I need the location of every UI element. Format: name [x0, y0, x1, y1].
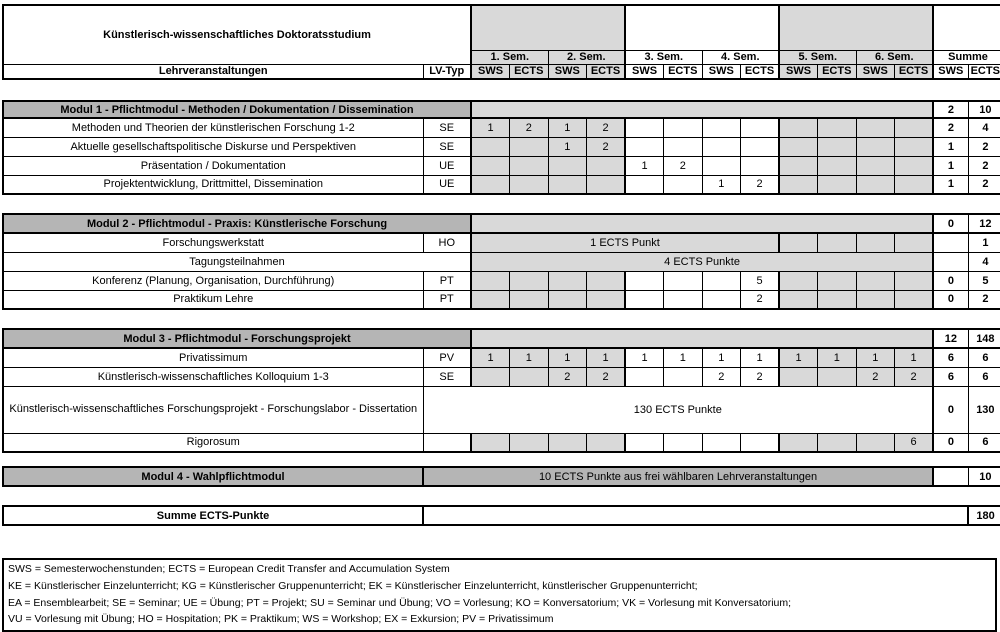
ects-note-cell: 4 ECTS Punkte [471, 252, 933, 271]
sum-ects-cell: 2 [968, 156, 1000, 175]
sem-cell [471, 156, 510, 175]
sem-cell [741, 156, 780, 175]
sem-cell [818, 433, 857, 452]
sem-cell [818, 233, 857, 252]
sum-ects-cell: 5 [968, 271, 1000, 290]
sem-cell: 1 [779, 348, 818, 367]
sem-cell [548, 271, 587, 290]
course-name-cell: Künstlerisch-wissenschaftliches Forschungsprojekt - Forschungslabor - Dissertation [3, 386, 423, 433]
sem-group-block-3-4 [625, 5, 779, 50]
summe-header: Summe [933, 50, 1000, 64]
table-row [3, 175, 1000, 194]
sem-cell [510, 156, 549, 175]
sum-sws-cell [933, 252, 968, 271]
sum-sws-cell: 6 [933, 348, 968, 367]
sem-cell [895, 233, 934, 252]
sum-sws-cell [933, 233, 968, 252]
page-title: Künstlerisch-wissenschaftliches Doktoratsstudium [3, 5, 471, 64]
sem-cell: 2 [741, 175, 780, 194]
total-ects-cell: 180 [968, 506, 1000, 525]
sem-cell [779, 433, 818, 452]
lv-typ-cell: PV [423, 348, 471, 367]
sem-group-block-5-6 [779, 5, 933, 50]
sem-cell [625, 271, 664, 290]
sem-cell [779, 156, 818, 175]
sem-cell: 1 [471, 118, 510, 137]
sem-cell: 2 [856, 367, 895, 386]
sem-cell: 1 [818, 348, 857, 367]
sem-cell [895, 175, 934, 194]
table-row [3, 386, 1000, 433]
sum-sws-cell: 1 [933, 156, 968, 175]
table-row [3, 348, 1000, 367]
sem-cell [625, 433, 664, 452]
course-name-cell: Forschungswerkstatt [3, 233, 423, 252]
sem-cell [895, 156, 934, 175]
sum-sws-cell: 0 [933, 433, 968, 452]
sws-header: SWS [779, 64, 818, 79]
sem-cell [741, 118, 780, 137]
course-name-cell: Methoden und Theorien der künstlerischen Forschung 1-2 [3, 118, 423, 137]
course-name-cell: Künstlerisch-wissenschaftliches Kolloquium 1-3 [3, 367, 423, 386]
sws-header: SWS [471, 64, 510, 79]
ects-header: ECTS [895, 64, 934, 79]
sem-cell [818, 118, 857, 137]
sum-sws-cell: 6 [933, 367, 968, 386]
sem-cell [510, 271, 549, 290]
sem-cell: 1 [510, 348, 549, 367]
sem-cell [779, 290, 818, 309]
sem-cell: 1 [548, 118, 587, 137]
sem-cell [471, 433, 510, 452]
sem-cell [548, 290, 587, 309]
table-row [3, 118, 1000, 137]
sem-cell [587, 175, 626, 194]
module-header-filler [471, 214, 933, 233]
sem-cell: 1 [625, 348, 664, 367]
legend-line: VU = Vorlesung mit Übung; HO = Hospitation; PK = Praktikum; WS = Workshop; EX = Exkursion; PV = Privatissimum [8, 613, 554, 626]
course-name-cell: Praktikum Lehre [3, 290, 423, 309]
sum-ects-cell: 1 [968, 233, 1000, 252]
sum-sws-cell: 0 [933, 386, 968, 433]
sem-cell [702, 137, 741, 156]
course-name-cell: Privatissimum [3, 348, 423, 367]
sem-cell: 2 [510, 118, 549, 137]
sem-cell [471, 367, 510, 386]
sem-cell [856, 118, 895, 137]
sem-group-block-1-2 [471, 5, 625, 50]
ects-note-cell: 10 ECTS Punkte aus frei wählbaren Lehrveranstaltungen [423, 467, 933, 486]
sem-cell [895, 290, 934, 309]
sem-cell [856, 175, 895, 194]
sem-header-1: 1. Sem. [471, 50, 548, 64]
sem-cell [587, 433, 626, 452]
lv-typ-cell: PT [423, 271, 471, 290]
course-name-cell: Projektentwicklung, Drittmittel, Dissemination [3, 175, 423, 194]
ects-header: ECTS [664, 64, 703, 79]
table-row [3, 271, 1000, 290]
sem-cell [779, 118, 818, 137]
lv-typ-cell: SE [423, 118, 471, 137]
sum-sws-cell: 1 [933, 175, 968, 194]
modul-1-table [2, 100, 1000, 195]
sem-cell: 2 [587, 137, 626, 156]
sem-cell [779, 137, 818, 156]
modul-2-table [2, 213, 1000, 310]
course-name-cell: Tagungsteilnahmen [3, 252, 471, 271]
sem-cell [664, 367, 703, 386]
sem-cell: 2 [548, 367, 587, 386]
sem-cell: 6 [895, 433, 934, 452]
sem-cell: 2 [741, 367, 780, 386]
sem-cell [510, 137, 549, 156]
sem-cell: 1 [625, 156, 664, 175]
course-name-cell: Aktuelle gesellschaftspolitische Diskurse und Perspektiven [3, 137, 423, 156]
module-total-sws: 0 [933, 214, 968, 233]
sem-cell [779, 233, 818, 252]
module-total-ects: 148 [968, 329, 1000, 348]
sum-sws-cell: 0 [933, 271, 968, 290]
sem-cell [895, 271, 934, 290]
sem-cell [818, 367, 857, 386]
sws-header: SWS [856, 64, 895, 79]
sem-cell [779, 271, 818, 290]
sem-cell [510, 175, 549, 194]
legend-line: SWS = Semesterwochenstunden; ECTS = European Credit Transfer and Accumulation System [8, 563, 450, 575]
sem-cell [856, 290, 895, 309]
sem-cell [471, 137, 510, 156]
sem-cell [548, 433, 587, 452]
column-header-lv-typ: LV-Typ [423, 64, 471, 79]
sem-cell [895, 118, 934, 137]
course-name-cell: Präsentation / Dokumentation [3, 156, 423, 175]
sum-ects-cell: 6 [968, 367, 1000, 386]
sem-header-5: 5. Sem. [779, 50, 856, 64]
table-row [3, 252, 1000, 271]
sem-cell: 2 [587, 118, 626, 137]
sem-cell [625, 367, 664, 386]
sem-cell [625, 290, 664, 309]
sws-header: SWS [702, 64, 741, 79]
module-title-cell: Modul 3 - Pflichtmodul - Forschungsprojekt [3, 329, 471, 348]
sem-cell: 2 [702, 367, 741, 386]
sum-ects-cell: 2 [968, 290, 1000, 309]
sem-cell [587, 156, 626, 175]
sem-cell [702, 433, 741, 452]
legend-line: EA = Ensemblearbeit; SE = Seminar; UE = Übung; PT = Projekt; SU = Seminar und Übung; VO = Vorlesung; KO = Konversatorium; VK = Vorlesung mit Konversatorium; [8, 596, 792, 609]
ects-header: ECTS [741, 64, 780, 79]
sem-cell [664, 290, 703, 309]
sws-header: SWS [625, 64, 664, 79]
lv-typ-cell: PT [423, 290, 471, 309]
sem-cell [625, 175, 664, 194]
sem-cell: 1 [587, 348, 626, 367]
ects-header: ECTS [818, 64, 857, 79]
sem-cell [818, 271, 857, 290]
sem-header-2: 2. Sem. [548, 50, 625, 64]
sem-cell [471, 271, 510, 290]
sem-cell [625, 118, 664, 137]
sum-ects-cell: 4 [968, 118, 1000, 137]
module-title-cell: Modul 4 - Wahlpflichtmodul [3, 467, 423, 486]
sem-cell [471, 290, 510, 309]
sem-cell [548, 156, 587, 175]
sem-cell [471, 175, 510, 194]
sem-cell: 2 [741, 290, 780, 309]
sum-ects-cell: 130 [968, 386, 1000, 433]
sem-cell [587, 290, 626, 309]
sem-cell [741, 433, 780, 452]
sem-cell: 1 [548, 137, 587, 156]
sem-cell [818, 156, 857, 175]
sem-cell: 1 [702, 175, 741, 194]
ects-header: ECTS [587, 64, 626, 79]
module-total-sws: 2 [933, 101, 968, 118]
sws-header: SWS [933, 64, 968, 79]
course-name-cell: Konferenz (Planung, Organisation, Durchführung) [3, 271, 423, 290]
table-row [3, 156, 1000, 175]
sem-header-3: 3. Sem. [625, 50, 702, 64]
sem-cell [510, 433, 549, 452]
legend-box [2, 558, 997, 632]
sem-cell [702, 118, 741, 137]
modul-4-table [2, 466, 1000, 487]
sem-cell: 2 [895, 367, 934, 386]
modul-3-table [2, 328, 1000, 453]
sum-ects-cell: 2 [968, 175, 1000, 194]
module-header-filler [471, 101, 933, 118]
sem-cell [818, 175, 857, 194]
table-row [3, 137, 1000, 156]
sem-cell [510, 367, 549, 386]
ects-header: ECTS [510, 64, 549, 79]
sem-cell [856, 233, 895, 252]
sem-cell: 1 [702, 348, 741, 367]
sem-cell [664, 137, 703, 156]
sem-cell [664, 433, 703, 452]
sum-sws-cell: 0 [933, 290, 968, 309]
sem-cell [818, 290, 857, 309]
sum-ects-cell: 4 [968, 252, 1000, 271]
total-row-table [2, 505, 1000, 526]
table-row [3, 233, 1000, 252]
sem-cell: 1 [471, 348, 510, 367]
lv-typ-cell: SE [423, 367, 471, 386]
sem-cell: 1 [548, 348, 587, 367]
total-label-cell: Summe ECTS-Punkte [3, 506, 423, 525]
sem-cell: 1 [856, 348, 895, 367]
sem-cell [779, 175, 818, 194]
sum-sws-cell [933, 467, 968, 486]
sem-cell [856, 271, 895, 290]
sem-cell: 1 [741, 348, 780, 367]
sem-cell [856, 156, 895, 175]
module-title-cell: Modul 1 - Pflichtmodul - Methoden / Dokumentation / Dissemination [3, 101, 471, 118]
sum-sws-cell: 2 [933, 118, 968, 137]
sem-cell [702, 290, 741, 309]
lv-typ-cell: HO [423, 233, 471, 252]
sem-cell: 2 [587, 367, 626, 386]
ects-note-cell: 130 ECTS Punkte [423, 386, 933, 433]
module-total-ects: 12 [968, 214, 1000, 233]
sem-header-4: 4. Sem. [702, 50, 779, 64]
sem-cell [741, 137, 780, 156]
ects-note-cell: 1 ECTS Punkt [471, 233, 779, 252]
module-header-filler [471, 329, 933, 348]
legend-line: KE = Künstlerischer Einzelunterricht; KG = Künstlerischer Gruppenunterricht; EK = Künstlerischer Einzelunterricht, künstlerischer Gruppenunterricht; [8, 579, 698, 592]
table-row [3, 290, 1000, 309]
sem-cell [895, 137, 934, 156]
sem-cell: 5 [741, 271, 780, 290]
sem-cell [664, 271, 703, 290]
sum-ects-cell: 6 [968, 433, 1000, 452]
lv-typ-cell: UE [423, 156, 471, 175]
sws-header: SWS [548, 64, 587, 79]
ects-header: ECTS [968, 64, 1000, 79]
sem-cell [818, 137, 857, 156]
sem-cell [625, 137, 664, 156]
sum-ects-cell: 10 [968, 467, 1000, 486]
column-header-lehrveranstaltungen: Lehrveranstaltungen [3, 64, 423, 79]
header-table [2, 4, 1000, 80]
sem-cell [702, 271, 741, 290]
summe-group-block [933, 5, 1000, 50]
sem-cell: 1 [664, 348, 703, 367]
table-row [3, 367, 1000, 386]
sem-cell: 2 [664, 156, 703, 175]
sem-cell [664, 175, 703, 194]
lv-typ-cell: UE [423, 175, 471, 194]
sem-cell [587, 271, 626, 290]
sem-cell [779, 367, 818, 386]
sem-cell [664, 118, 703, 137]
lv-typ-cell: SE [423, 137, 471, 156]
sem-cell: 1 [895, 348, 934, 367]
table-row [3, 433, 1000, 452]
sum-sws-cell: 1 [933, 137, 968, 156]
sem-cell [702, 156, 741, 175]
lv-typ-cell [423, 433, 471, 452]
module-total-sws: 12 [933, 329, 968, 348]
sem-cell [548, 175, 587, 194]
module-title-cell: Modul 2 - Pflichtmodul - Praxis: Künstlerische Forschung [3, 214, 471, 233]
total-filler-cell [423, 506, 968, 525]
sem-cell [856, 137, 895, 156]
course-name-cell: Rigorosum [3, 433, 423, 452]
sem-cell [856, 433, 895, 452]
sem-cell [510, 290, 549, 309]
module-total-ects: 10 [968, 101, 1000, 118]
sum-ects-cell: 6 [968, 348, 1000, 367]
sum-ects-cell: 2 [968, 137, 1000, 156]
sem-header-6: 6. Sem. [856, 50, 933, 64]
